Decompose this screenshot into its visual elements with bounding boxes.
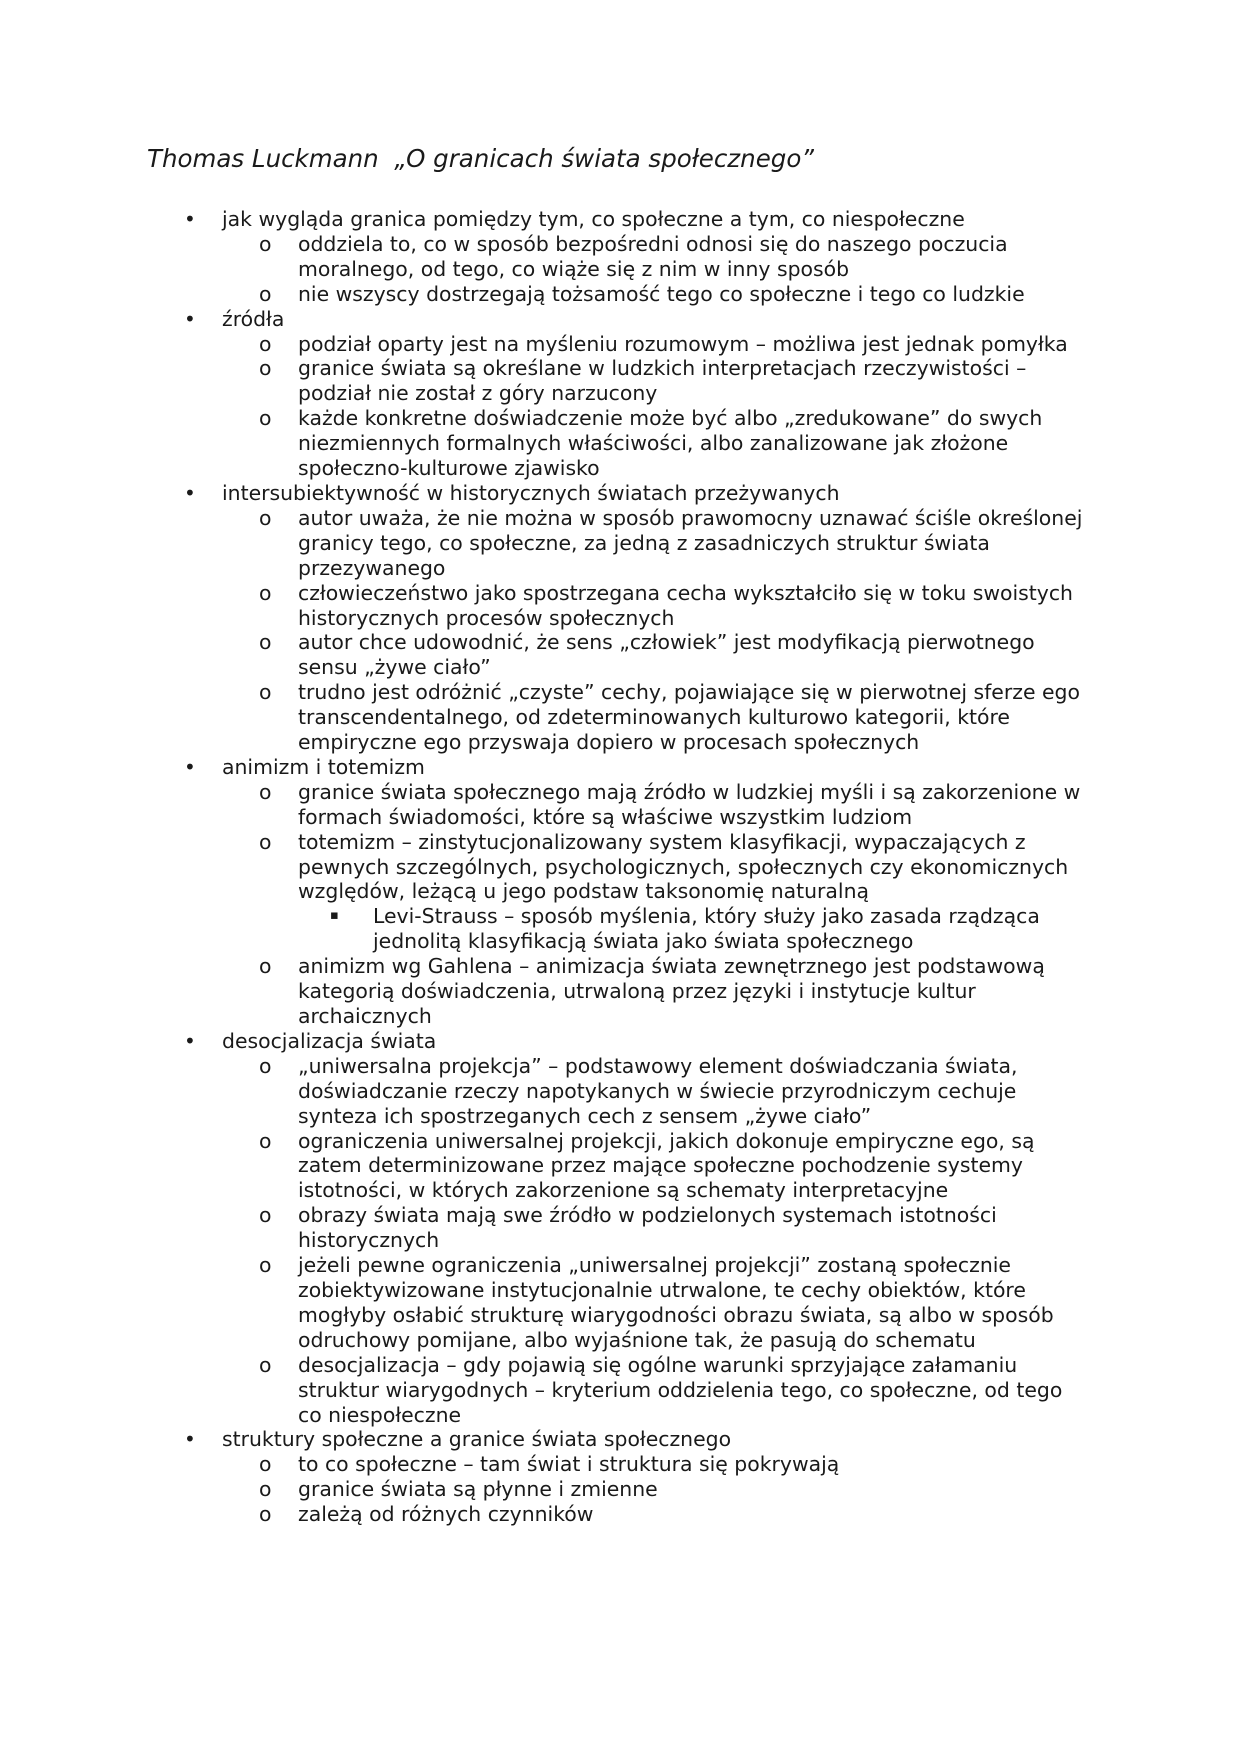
sub-item-text: animizm wg Gahlena – animizacja świata zewnętrznego jest podstawową kategorią doświadczenia, utrwaloną przez języki i instytucje kultur archaicznych — [298, 954, 1045, 1028]
sub-item-text: autor uważa, że nie można w sposób prawomocny uznawać ściśle określonej granicy tego, co społeczne, za jedną z zasadniczych struktur świata przezywanego — [298, 505, 1083, 580]
sub-item-text: granice świata są płynne i zmienne — [298, 1477, 658, 1502]
subsub-item — [0, 904, 1092, 954]
sub-list — [0, 506, 1092, 755]
outline-item — [0, 207, 1092, 307]
sub-item — [0, 332, 1092, 357]
sub-item — [0, 1353, 1092, 1428]
sub-list — [0, 780, 1092, 1029]
sub-item — [0, 1452, 1092, 1477]
sub-item — [0, 830, 1092, 955]
sub-list — [0, 1452, 1092, 1527]
sub-item — [0, 1502, 1092, 1527]
sub-item-text: oddziela to, co w sposób bezpośredni odnosi się do naszego poczucia moralnego, od tego, co wiąże się z nim w inny sposób — [298, 231, 1008, 281]
sub-item-text: nie wszyscy dostrzegają tożsamość tego co społeczne i tego co ludzkie — [298, 281, 1025, 306]
sub-item — [0, 406, 1092, 481]
sub-item-text: jeżeli pewne ograniczenia „uniwersalnej projekcji” zostaną społecznie zobiektywizowane instytucjonalnie utrwalone, te cechy obiektów, które mogłyby osłabić strukturę wiarygodności obrazu świata, są albo w sposób odruchowy pomijane, albo wyjaśnione tak, że pasują do schematu — [298, 1253, 1054, 1352]
sub-item-text: desocjalizacja – gdy pojawią się ogólne warunki sprzyjające załamaniu struktur wiarygodnych – kryterium oddzielenia tego, co społeczne, od tego co niespołeczne — [298, 1352, 1063, 1427]
sub-list — [0, 1054, 1092, 1428]
sub-item-text: granice świata są określane w ludzkich interpretacjach rzeczywistości – podział nie został z góry narzucony — [298, 356, 1027, 406]
sub-item-text: zależą od różnych czynników — [298, 1502, 594, 1527]
sub-item-text: ograniczenia uniwersalnej projekcji, jakich dokonuje empiryczne ego, są zatem determinizowane przez mające społeczne pochodzenie systemy istotności, w których zakorzenione są schematy interpretacyjne — [298, 1128, 1035, 1203]
sub-item — [0, 1253, 1092, 1353]
document-title: Thomas Luckmann „O granicach świata społecznego” — [147, 144, 815, 173]
sub-item-text: trudno jest odróżnić „czyste” cechy, pojawiające się w pierwotnej sferze ego transcendentalnego, od zdeterminowanych kulturowo kategorii, które empiryczne ego przyswaja dopiero w procesach społecznych — [298, 680, 1080, 755]
sub-item — [0, 232, 1092, 282]
sub-item-text: autor chce udowodnić, że sens „człowiek” jest modyfikacją pierwotnego sensu „żywe ciało” — [298, 630, 1035, 680]
sub-item — [0, 506, 1092, 581]
subsub-list — [0, 904, 1092, 954]
outline-item — [0, 1427, 1092, 1527]
outline-item — [0, 1029, 1092, 1428]
sub-item — [0, 1129, 1092, 1204]
sub-item-text: człowieczeństwo jako spostrzegana cecha wykształciło się w toku swoistych historycznych procesów społecznych — [298, 580, 1073, 630]
outline-item-text: desocjalizacja świata — [222, 1028, 437, 1053]
sub-item — [0, 1477, 1092, 1502]
sub-list — [0, 232, 1092, 307]
sub-item — [0, 1203, 1092, 1253]
outline-item-text: intersubiektywność w historycznych światach przeżywanych — [222, 480, 840, 505]
sub-item-text: „uniwersalna projekcja” – podstawowy element doświadczania świata, doświadczanie rzeczy napotykanych w świecie przyrodniczym cechuje synteza ich spostrzeganych cech z sensem „żywe ciało” — [298, 1053, 1018, 1128]
sub-item-text: to co społeczne – tam świat i struktura się pokrywają — [298, 1452, 840, 1477]
sub-item — [0, 282, 1092, 307]
sub-item — [0, 581, 1092, 631]
subsub-item-text: Levi-Strauss – sposób myślenia, który służy jako zasada rządząca jednolitą klasyfikacją świata jako świata społecznego — [373, 904, 1040, 954]
sub-item — [0, 1054, 1092, 1129]
outline-item — [0, 481, 1092, 755]
sub-item — [0, 780, 1092, 830]
sub-item — [0, 356, 1092, 406]
outline-list — [0, 207, 1240, 1527]
outline-item-text: źródła — [222, 306, 285, 331]
sub-item — [0, 630, 1092, 680]
sub-item-text: podział oparty jest na myśleniu rozumowym – możliwa jest jednak pomyłka — [298, 331, 1068, 356]
outline-item-text: jak wygląda granica pomiędzy tym, co społeczne a tym, co niespołeczne — [222, 207, 965, 231]
sub-item-text: totemizm – zinstytucjonalizowany system klasyfikacji, wypaczających z pewnych szczególnych, psychologicznych, społecznych czy ekonomicznych względów, leżącą u jego podstaw taksonomię naturalną — [298, 829, 1069, 904]
document-body — [0, 207, 1240, 1527]
sub-list — [0, 332, 1092, 481]
sub-item-text: granice świata społecznego mają źródło w ludzkiej myśli i są zakorzenione w formach świadomości, które są właściwe wszystkim ludziom — [298, 779, 1081, 829]
outline-item-text: animizm i totemizm — [222, 754, 425, 779]
sub-item — [0, 680, 1092, 755]
sub-item-text: każde konkretne doświadczenie może być albo „zredukowane” do swych niezmiennych formalnych właściwości, albo zanalizowane jak złożone społeczno-kulturowe zjawisko — [298, 406, 1043, 481]
outline-item — [0, 755, 1092, 1029]
outline-item — [0, 307, 1092, 481]
outline-item-text: struktury społeczne a granice świata społecznego — [222, 1427, 732, 1452]
sub-item-text: obrazy świata mają swe źródło w podzielonych systemach istotności historycznych — [298, 1203, 997, 1253]
sub-item — [0, 954, 1092, 1029]
